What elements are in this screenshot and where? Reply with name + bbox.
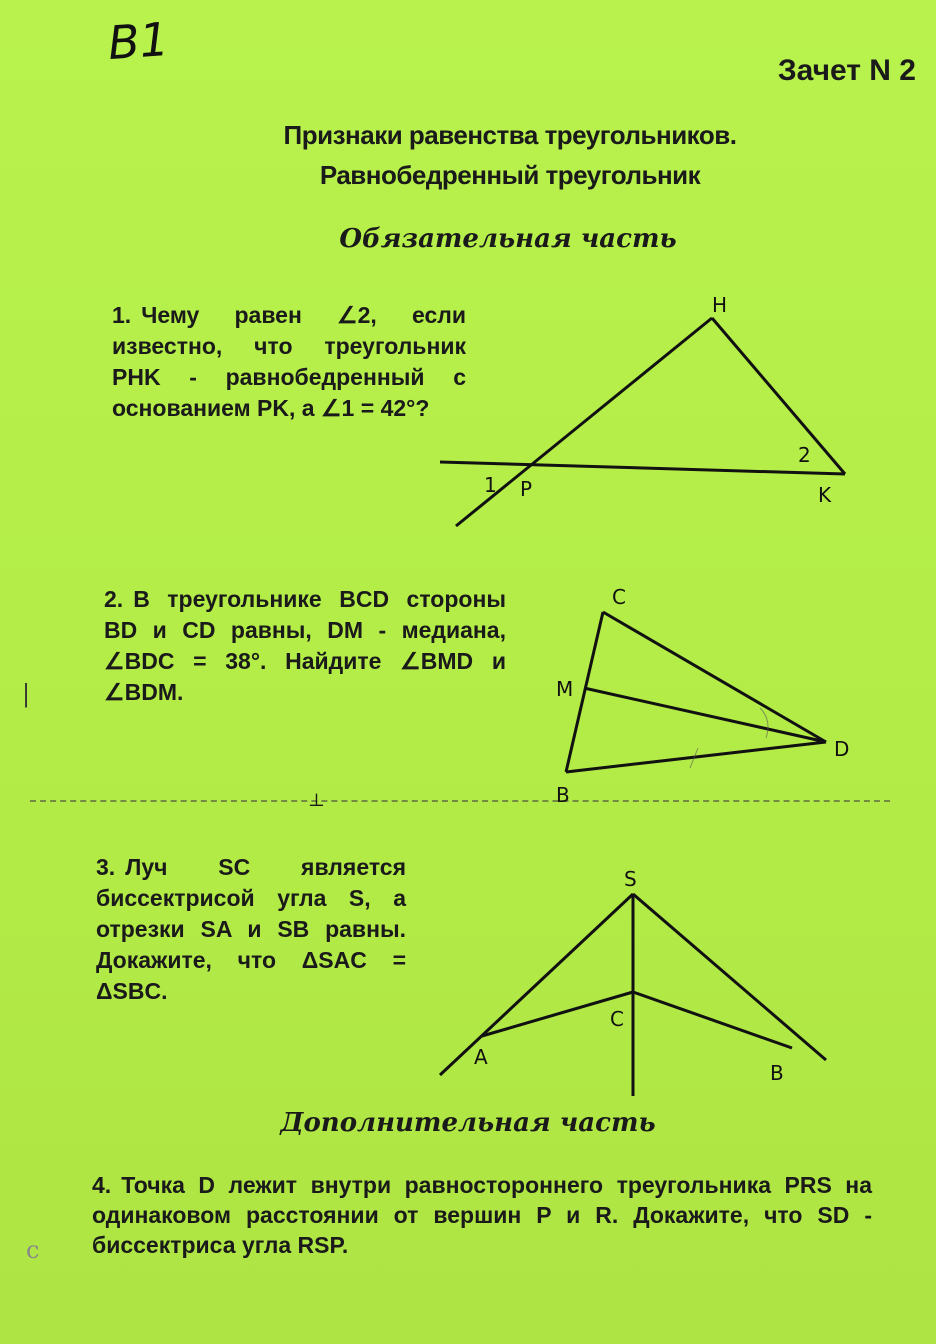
segment-cb	[633, 992, 792, 1048]
label-h: H	[712, 293, 728, 317]
task-number: 2.	[104, 586, 124, 612]
task-text: Чему равен ∠2, если известно, что треугольник PHK - равнобедренный с основанием PK, а ∠1 = 42°?	[112, 302, 466, 421]
margin-pencil-mark: |	[22, 680, 31, 708]
line-pk-extended	[440, 462, 845, 474]
pencil-mark: ⊥	[308, 790, 325, 811]
section-mandatory: Обязательная часть	[339, 224, 677, 254]
task-text: Луч SC является биссектрисой угла S, а отрезки SA и SB равны. Докажите, что ΔSAC = ΔSBC.	[96, 854, 406, 1004]
median-dm	[584, 688, 826, 742]
label-c-fig3: C	[610, 1007, 624, 1031]
section-additional: Дополнительная часть	[280, 1108, 656, 1138]
side-bd	[566, 742, 826, 772]
label-s: S	[624, 867, 637, 891]
label-a: A	[474, 1045, 488, 1069]
figure-3-angle-s	[440, 894, 826, 1096]
title-line-1: Признаки равенства треугольников.	[283, 120, 737, 150]
task-number: 1.	[112, 302, 132, 328]
task-text: Точка D лежит внутри равностороннего треугольника PRS на одинаковом расстоянии от вершин P и R. Докажите, что SD - биссектриса угла RSP.	[92, 1172, 872, 1258]
label-c: C	[612, 585, 626, 609]
figure-2-triangle-bcd	[566, 612, 826, 772]
task-number: 3.	[96, 854, 116, 880]
handwritten-variant: В1	[106, 11, 171, 71]
label-d: D	[834, 737, 850, 761]
side-sa-extended	[440, 894, 633, 1075]
zachet-heading: Зачет N 2	[777, 54, 916, 87]
label-angle-1: 1	[484, 473, 497, 497]
task-number: 4.	[92, 1172, 112, 1198]
title-line-2: Равнобедренный треугольник	[319, 160, 701, 190]
pencil-angle-marks	[690, 708, 768, 768]
label-k: K	[818, 483, 832, 507]
task-text: В треугольнике BCD стороны BD и CD равны, DM - медиана, ∠BDC = 38°. Найдите ∠BMD и ∠BDM.	[104, 586, 506, 705]
margin-pencil-mark-2: c	[26, 1236, 40, 1264]
figure-1-triangle-phk	[440, 318, 845, 526]
side-sb-extended	[633, 894, 826, 1060]
label-b-fig3: B	[770, 1061, 784, 1085]
label-m: M	[556, 677, 574, 701]
label-b: B	[556, 783, 570, 807]
side-cd	[603, 612, 826, 742]
line-hk	[712, 318, 845, 474]
label-angle-2: 2	[798, 443, 811, 467]
label-p: P	[520, 477, 533, 501]
